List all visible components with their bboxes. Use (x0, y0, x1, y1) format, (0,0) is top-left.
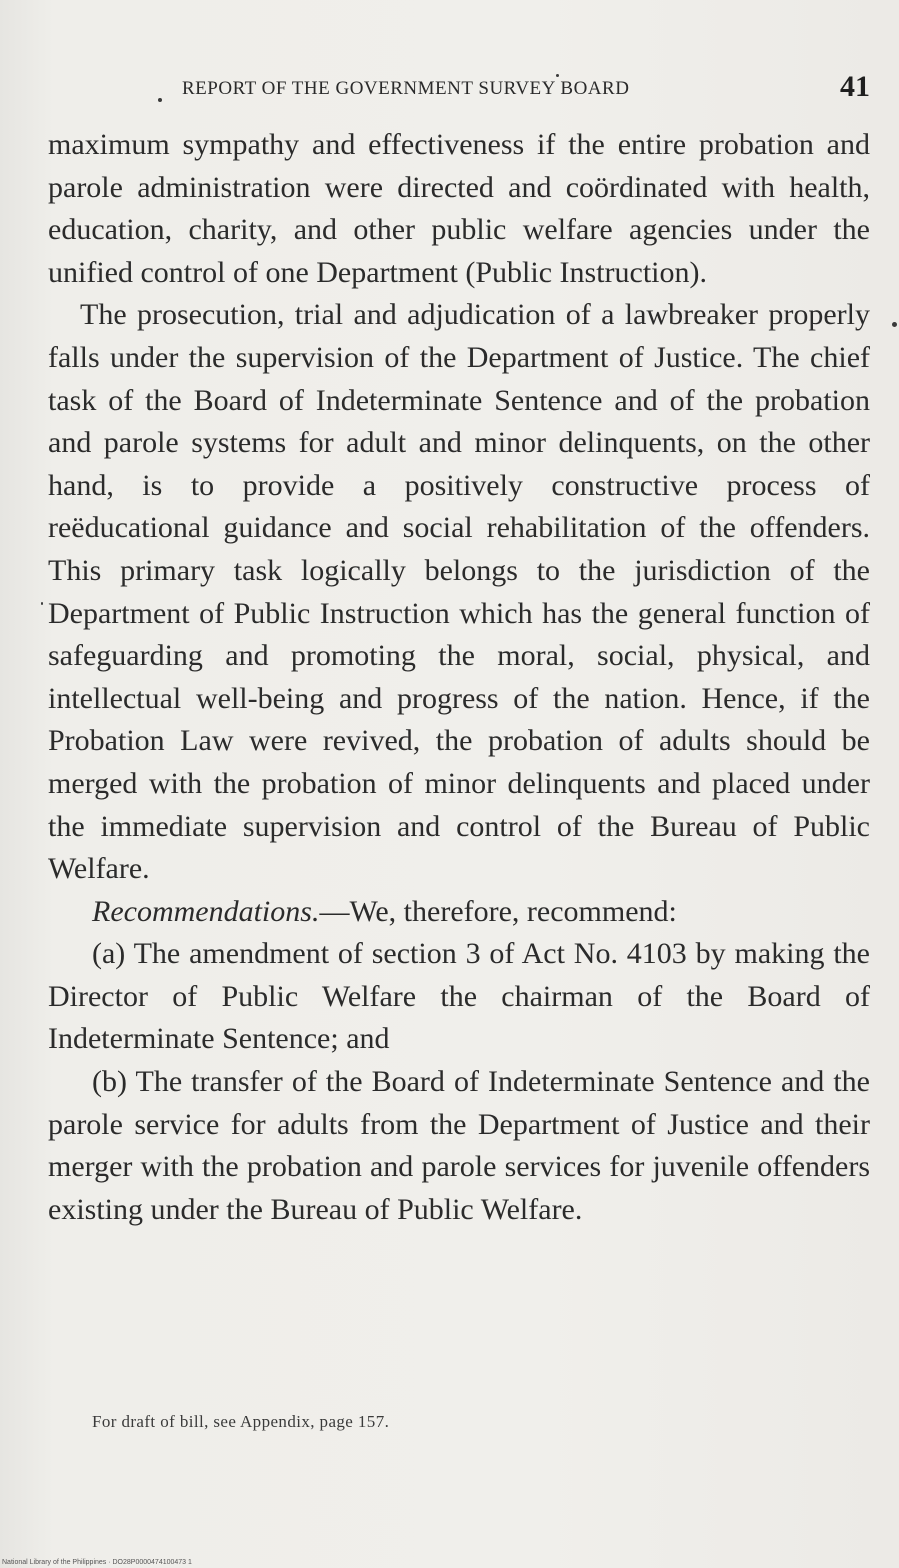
recommendations-heading: Recommendations. (92, 894, 320, 928)
body-text (48, 124, 870, 1231)
running-head: REPORT OF THE GOVERNMENT SURVEY BOARD (182, 78, 630, 99)
paragraph-recommendations (48, 891, 870, 934)
ink-speck (556, 74, 559, 77)
page-number: 41 (840, 70, 870, 103)
recommendations-intro: —We, therefore, recommend: (319, 894, 677, 928)
ink-speck (158, 98, 162, 102)
library-imprint: National Library of the Philippines · DO28P0000474100473 1 (2, 1559, 192, 1566)
paragraph-department-of-justice: The prosecution, trial and adjudication of a lawbreaker properly falls under the supervision of the Department of Justice. The chief task of the Board of Indeterminate Sentence and of the probation and parole systems for adult and minor delinquents, on the other hand, is to provide a positively constructive process of reëducational guidance and social rehabilitation of the offenders. This primary task logically belongs to the jurisdiction of the Department of Public Instruction which has the general function of safeguarding and promoting the moral, social, physical, and intellectual well-being and progress of the nation. Hence, if the Probation Law were revived, the probation of adults should be merged with the probation of minor delinquents and placed under the immediate supervision and control of the Bureau of Public Welfare. (48, 298, 870, 886)
ink-speck (892, 322, 897, 327)
ink-speck (41, 602, 43, 605)
footnote: For draft of bill, see Appendix, page 157. (92, 1412, 390, 1431)
recommendation-a: (a) The amendment of section 3 of Act No. 4103 by making the Director of Public Welfare the chairman of the Board of Indeterminate Sentence; and (48, 937, 870, 1056)
page-header (48, 68, 870, 110)
paragraph-continuation: maximum sympathy and effectiveness if the entire probation and parole administration were directed and coördinated with health, education, charity, and other public welfare agencies under the unified control of one Department (Public Instruction). (48, 128, 870, 289)
recommendation-b: (b) The transfer of the Board of Indeterminate Sentence and the parole service for adults from the Department of Justice and their merger with the probation and parole services for juvenile offenders existing under the Bureau of Public Welfare. (48, 1065, 870, 1226)
